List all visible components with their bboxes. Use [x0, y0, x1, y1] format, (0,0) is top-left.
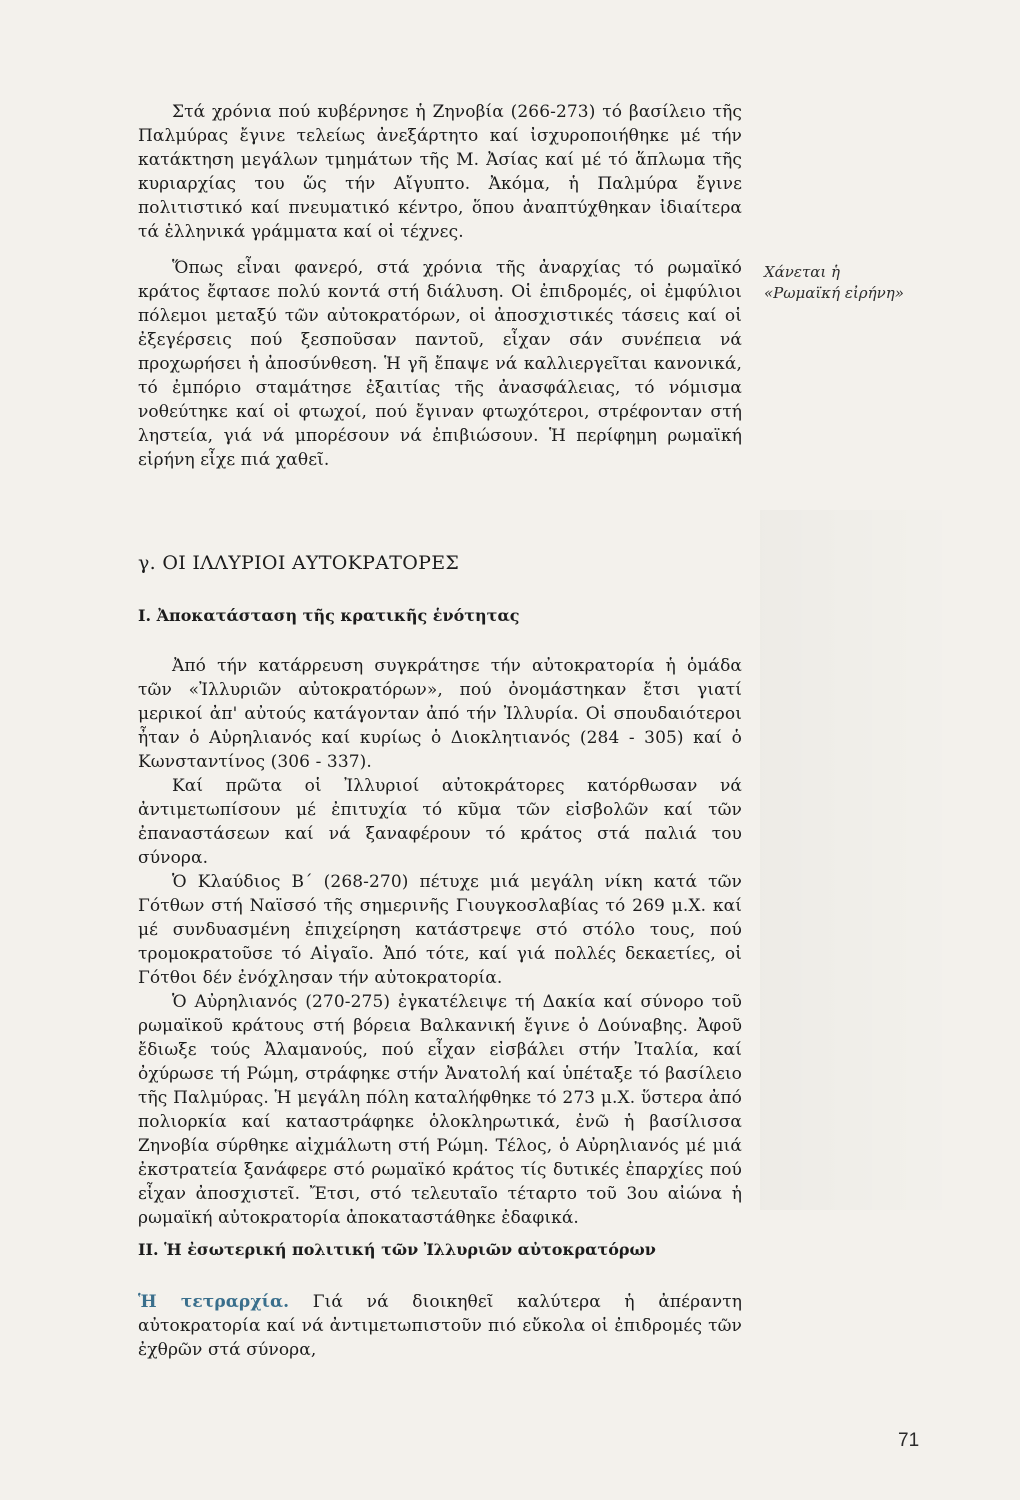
subsection-heading-1: Ι. Ἀποκατάσταση τῆς κρατικῆς ἑνότητας	[138, 606, 520, 625]
subsection-heading-2: ΙΙ. Ἡ ἐσωτερική πολιτική τῶν Ἰλλυριῶν αὐτοκρατόρων	[138, 1240, 656, 1259]
show-through-shadow	[760, 510, 960, 1210]
intro-text-1: Στά χρόνια πού κυβέρνησε ἡ Ζηνοβία (266-273) τό βασίλειο τῆς Παλμύρας ἔγινε τελείως ἀνεξάρτητο καί ἰσχυροποιήθηκε μέ τήν κατάκτηση μεγάλων τμημάτων τῆς Μ. Ἀσίας καί μέ τό ἅπλωμα τῆς κυριαρχίας του ὥς τήν Αἴγυπτο. Ἀκόμα, ἡ Παλμύρα ἔγινε πολιτιστικό καί πνευματικό κέντρο, ὅπου ἀναπτύχθηκαν ἰδιαίτερα τά ἑλληνικά γράμματα καί οἱ τέχνες.	[138, 102, 742, 242]
paragraph: Ἀπό τήν κατάρρευση συγκράτησε τήν αὐτοκρατορία ἡ ὁμάδα τῶν «Ἰλλυριῶν αὐτοκρατόρων», πού ὀνομάστηκαν ἔτσι γιατί μερικοί ἀπ' αὐτούς κατάγονταν ἀπό τήν Ἰλλυρία. Οἱ σπουδαιότεροι ἦταν ὁ Αὐρηλιανός καί κυρίως ὁ Διοκλητιανός (284 - 305) καί ὁ Κωνσταντίνος (306 - 337).	[138, 656, 742, 772]
paragraph: Ὁ Κλαύδιος Β΄ (268-270) πέτυχε μιά μεγάλη νίκη κατά τῶν Γότθων στή Ναϊσσό τῆς σημερινῆς Γιουγκοσλαβίας τό 269 μ.Χ. καί μέ συνδυασμένη ἐπιχείρηση κατάστρεψε στό στόλο τους, πού τρομοκρατοῦσε τό Αἰγαῖο. Ἀπό τότε, καί γιά πολλές δεκαετίες, οἱ Γότθοι δέν ἐνόχλησαν τήν αὐτοκρατορία.	[138, 872, 742, 988]
intro-text-2: Ὅπως εἶναι φανερό, στά χρόνια τῆς ἀναρχίας τό ρωμαϊκό κράτος ἔφτασε πολύ κοντά στή διάλυση. Οἱ ἐπιδρομές, οἱ ἐμφύλιοι πόλεμοι μεταξύ τῶν αὐτοκρατόρων, οἱ ἀποσχιστικές τάσεις καί οἱ ἐξεγέρσεις πού ξεσποῦσαν παντοῦ, εἶχαν σάν συνέπεια νά προχωρήσει ἡ ἀποσύνθεση. Ἡ γῆ ἔπαψε νά καλλιεργεῖται κανονικά, τό ἐμπόριο σταμάτησε ἐξαιτίας τῆς ἀνασφάλειας, τό νόμισμα νοθεύτηκε καί οἱ φτωχοί, πού ἔγιναν φτωχότεροι, στρέφονταν στή ληστεία, γιά νά μπορέσουν νά ἐπιβιώσουν. Ἡ περίφημη ρωμαϊκή εἰρήνη εἶχε πιά χαθεῖ.	[138, 258, 742, 470]
paragraph: Καί πρῶτα οἱ Ἰλλυριοί αὐτοκράτορες κατόρθωσαν νά ἀντιμετωπίσουν μέ ἐπιτυχία τό κῦμα τῶν εἰσβολῶν καί τῶν ἐπαναστάσεων καί νά ξαναφέρουν τό κράτος στά παλιά του σύνορα.	[138, 776, 742, 868]
subsection-2-body	[138, 1290, 742, 1362]
subsection-1-body	[138, 654, 742, 1230]
intro-paragraph-2	[138, 256, 742, 472]
paragraph: Ὁ Αὐρηλιανός (270-275) ἐγκατέλειψε τή Δακία καί σύνορο τοῦ ρωμαϊκοῦ κράτους στή βόρεια Βαλκανική ἔγινε ὁ Δούναβης. Ἀφοῦ ἔδιωξε τούς Ἀλαμανούς, πού εἶχαν εἰσβάλει στήν Ἰταλία, καί ὀχύρωσε τή Ρώμη, στράφηκε στήν Ἀνατολή καί ὑπέταξε τό βασίλειο τῆς Παλμύρας. Ἡ μεγάλη πόλη καταλήφθηκε τό 273 μ.Χ. ὕστερα ἀπό πολιορκία καί καταστράφηκε ὁλοκληρωτικά, ἐνῶ ἡ βασίλισσα Ζηνοβία σύρθηκε αἰχμάλωτη στή Ρώμη. Τέλος, ὁ Αὐρηλιανός μέ μιά ἐκστρατεία ξανάφερε στό ρωμαϊκό κράτος τίς δυτικές ἐπαρχίες πού εἶχαν ἀποσχιστεῖ. Ἔτσι, στό τελευταῖο τέταρτο τοῦ 3ου αἰώνα ἡ ρωμαϊκή αὐτοκρατορία ἀποκαταστάθηκε ἐδαφικά.	[138, 992, 742, 1228]
margin-note: Χάνεται ἡ «Ρωμαϊκή εἰρήνη»	[764, 263, 904, 302]
section-heading: γ. ΟΙ ΙΛΛΥΡΙΟΙ ΑΥΤΟΚΡΑΤΟΡΕΣ	[138, 552, 460, 574]
intro-paragraph-1	[138, 100, 742, 244]
page-number: 71	[898, 1430, 920, 1451]
paragraph	[138, 1290, 742, 1362]
paragraph-lead: Ἡ τετραρχία.	[138, 1292, 290, 1312]
paragraph-text: Γιά νά διοικηθεῖ καλύτερα ἡ ἀπέραντη αὐτοκρατορία καί νά ἀντιμετωπιστοῦν πιό εὔκολα οἱ ἐπιδρομές τῶν ἐχθρῶν στά σύνορα,	[138, 1292, 742, 1360]
